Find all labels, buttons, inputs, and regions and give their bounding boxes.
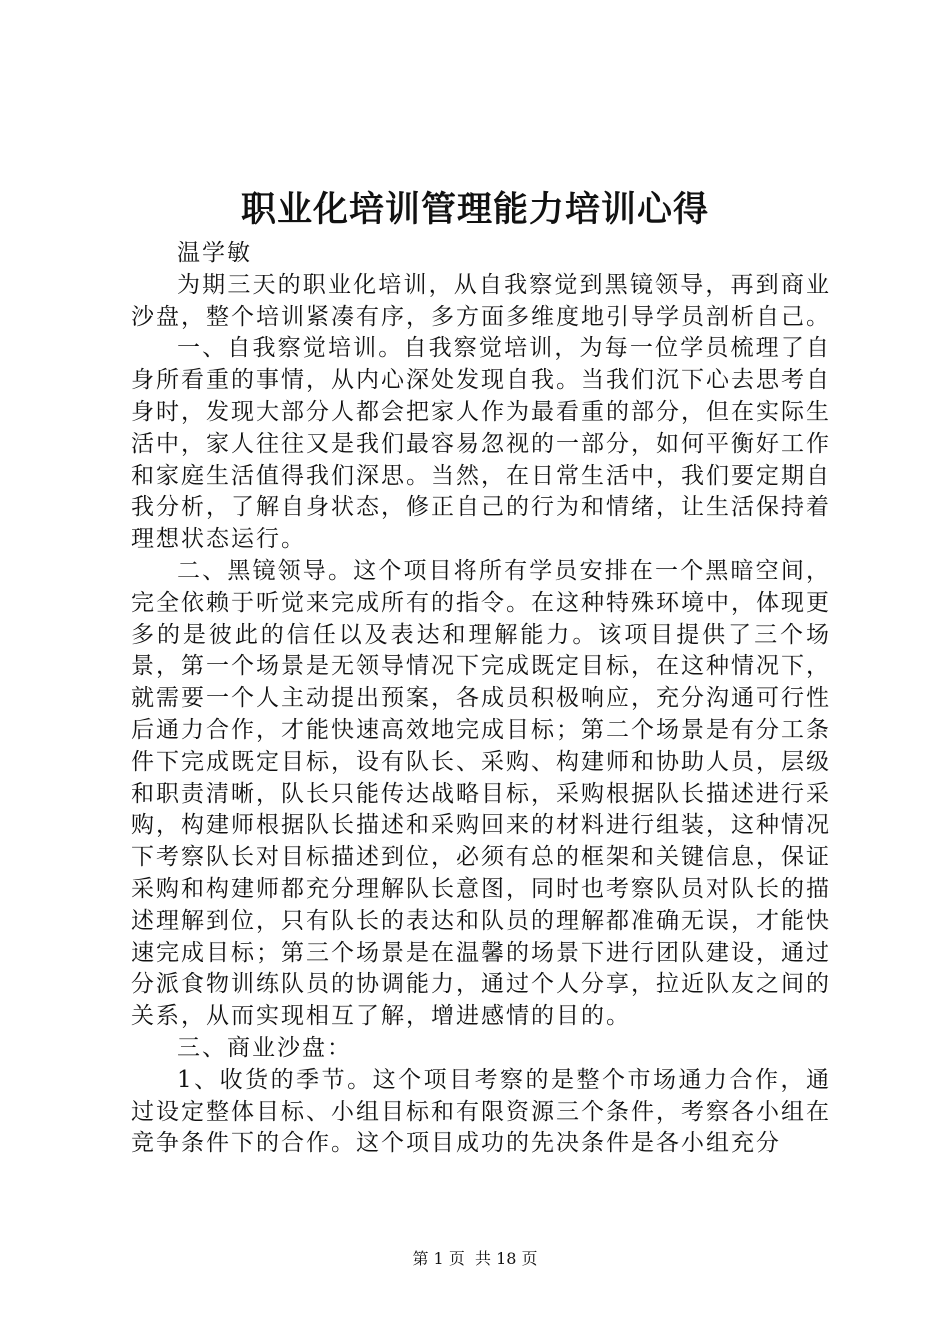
document-title: 职业化培训管理能力培训心得 (240, 189, 709, 230)
author-line: 温学敏 (177, 240, 252, 266)
paragraph: 1、收货的季节。这个项目考察的是整个市场通力合作，通过设定整体目标、小组目标和有限资源三个条件，考察各小组在竞争条件下的合作。这个项目成功的先决条件是各小组充分 (131, 1066, 831, 1157)
paragraph: 一、自我察觉培训。自我察觉培训，为每一位学员梳理了自身所看重的事情，从内心深处发现自我。当我们沉下心去思考自身时，发现大部分人都会把家人作为最看重的部分，但在实际生活中，家人往往又是我们最容易忽视的一部分，如何平衡好工作和家庭生活值得我们深思。当然，在日常生活中，我们要定期自我分析，了解自身状态，修正自己的行为和情绪，让生活保持着理想状态运行。 (131, 335, 831, 553)
paragraph: 二、黑镜领导。这个项目将所有学员安排在一个黑暗空间，完全依赖于听觉来完成所有的指令。在这种特殊环境中，体现更多的是彼此的信任以及表达和理解能力。该项目提供了三个场景，第一个场景是无领导情况下完成既定目标，在这种情况下，就需要一个人主动提出预案，各成员积极响应，充分沟通可行性后通力合作，才能快速高效地完成目标；第二个场景是有分工条件下完成既定目标，设有队长、采购、构建师和协助人员，层级和职责清晰，队长只能传达战略目标，采购根据队长描述进行采购，构建师根据队长描述和采购回来的材料进行组装，这种情况下考察队长对目标描述到位，必须有总的框架和关键信息，保证采购和构建师都充分理解队长意图，同时也考察队员对队长的描述理解到位，只有队长的表达和队员的理解都准确无误，才能快速完成目标；第三个场景是在温馨的场景下进行团队建设，通过分派食物训练队员的协调能力，通过个人分享，拉近队友之间的关系，从而实现相互了解，增进感情的目的。 (131, 557, 831, 1030)
document-body (131, 238, 831, 1160)
page-footer: 第 1 页 共 18 页 (412, 1249, 538, 1268)
paragraph: 三、商业沙盘： (177, 1034, 352, 1061)
paragraph: 为期三天的职业化培训，从自我察觉到黑镜领导，再到商业沙盘，整个培训紧凑有序，多方面多维度地引导学员剖析自己。 (131, 271, 831, 330)
